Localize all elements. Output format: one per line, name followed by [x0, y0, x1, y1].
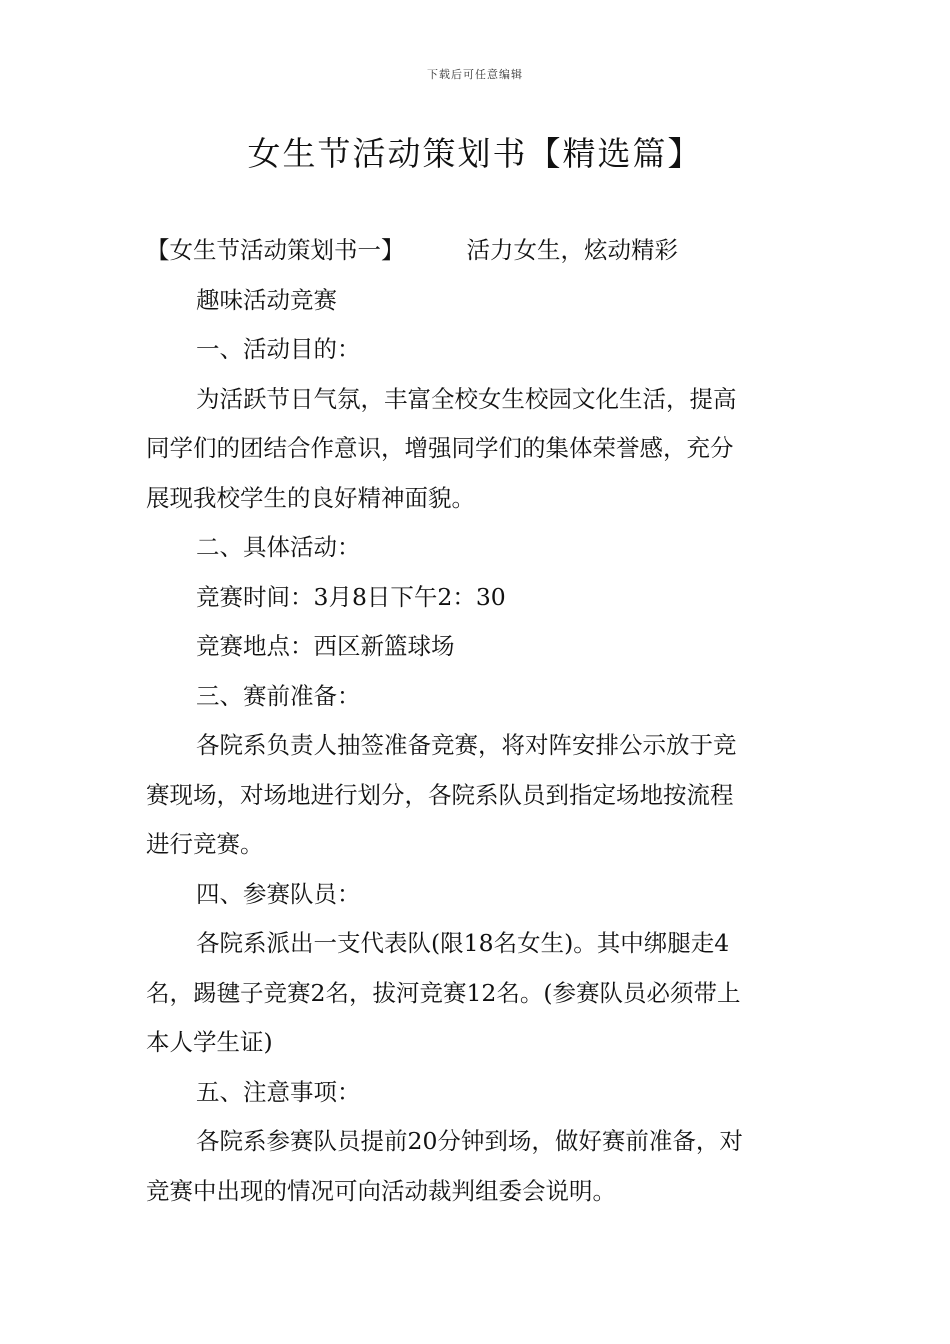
document-title: 女生节活动策划书【精选篇】 [247, 134, 703, 173]
purpose-line: 为活跃节日气氛，丰富全校女生校园文化生活，提高 [196, 384, 737, 413]
section-heading-row [146, 226, 810, 276]
section-subtitle: 活力女生，炫动精彩 [466, 236, 678, 264]
team-heading: 四、参赛队员： [196, 879, 361, 908]
prep-line: 赛现场，对场地进行划分，各院系队员到指定场地按流程 [146, 780, 734, 809]
activities-heading: 二、具体活动： [196, 533, 361, 561]
purpose-heading: 一、活动目的： [196, 335, 361, 363]
header-note: 下载后可任意编辑 [427, 68, 523, 81]
team-line: 名，踢毽子竞赛2名，拔河竞赛12名。(参赛队员必须带上 [146, 978, 741, 1007]
purpose-line: 展现我校学生的良好精神面貌。 [146, 483, 475, 512]
notes-heading: 五、注意事项： [196, 1077, 361, 1106]
document-body [146, 226, 810, 1216]
competition-time: 竞赛时间：3月8日下午2：30 [196, 582, 506, 611]
team-line: 本人学生证) [146, 1028, 273, 1056]
prep-heading: 三、赛前准备： [196, 681, 361, 710]
team-line: 各院系派出一支代表队(限18名女生)。其中绑腿走4 [196, 929, 730, 957]
notes-line: 各院系参赛队员提前20分钟到场，做好赛前准备，对 [196, 1127, 743, 1155]
purpose-line: 同学们的团结合作意识，增强同学们的集体荣誉感，充分 [146, 434, 734, 462]
competition-place: 竞赛地点：西区新篮球场 [196, 632, 455, 660]
activity-name: 趣味活动竞赛 [196, 285, 337, 314]
notes-line: 竞赛中出现的情况可向活动裁判组委会说明。 [146, 1176, 616, 1205]
prep-line: 进行竞赛。 [146, 830, 264, 858]
prep-line: 各院系负责人抽签准备竞赛，将对阵安排公示放于竞 [196, 731, 737, 759]
section-heading: 【女生节活动策划书一】 [146, 236, 405, 264]
